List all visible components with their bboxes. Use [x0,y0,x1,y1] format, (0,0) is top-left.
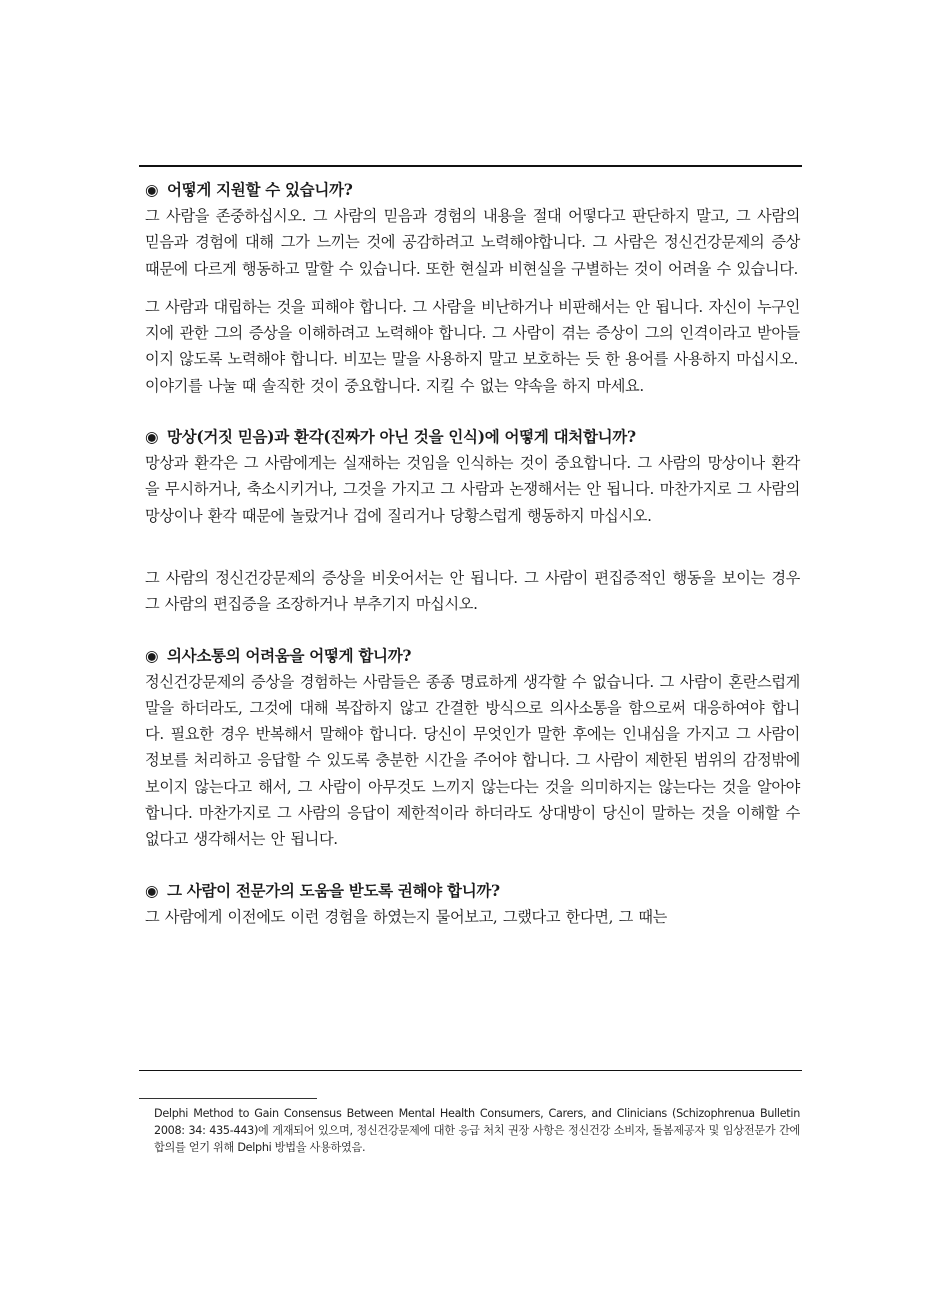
paragraph: 이야기를 나눌 때 솔직한 것이 중요합니다. 지킬 수 없는 약속을 하지 마세요. [145,376,644,395]
section-professional-help [145,877,800,930]
section-support [145,176,800,399]
paragraph: 정신건강문제의 증상을 경험하는 사람들은 종종 명료하게 생각할 수 없습니다. 그 사람이 혼란스럽게 말을 하더라도, 그것에 대해 복잡하지 않고 간결한 방식으로 의사소통을 함으로써 대응하여야 합니다. 필요한 경우 반복해서 말해야 합니다. 당신이 무엇인가 말한 후에는 인내심을 가지고 그 사람이 정보를 처리하고 응답할 수 있도록 충분한 시간을 주어야 합니다. 그 사람이 제한된 범위의 감정밖에 보이지 않는다고 해서, 그 사람이 아무것도 느끼지 않는다는 것을 의미하지는 않는다는 것을 알아야 합니다. 마찬가지로 그 사람의 응답이 제한적이라 하더라도 상대방이 당신이 말하는 것을 이해할 수 없다고 생각해서는 안 됩니다. [145,672,800,849]
section-heading [145,877,800,904]
heading-text: 의사소통의 어려움을 어떻게 합니까? [167,645,412,665]
section-communication [145,642,800,853]
bullet-icon: ◉ [145,181,159,199]
paragraph: 그 사람의 정신건강문제의 증상을 비웃어서는 안 됩니다. 그 사람이 편집증적인 행동을 보이는 경우 그 사람의 편집증을 조장하거나 부추기지 마십시오. [145,568,800,614]
section-delusions [145,423,800,617]
heading-text: 어떻게 지원할 수 있습니까? [167,180,353,199]
bullet-icon: ◉ [145,428,159,447]
section-heading [145,176,800,203]
footnote: Delphi Method to Gain Consensus Between Mental Health Consumers, Carers, and Clinicians (Schizophrenua Bulletin 2008: 34: 435-443)에 게재되어 있으며, 정신건강문제에 대한 응급 처치 권장 사항은 정신건강 소비자, 돌봄제공자 및 임상전문가 간에 합의를 얻기 위해 Delphi 방법을 사용하였음. [154,1107,800,1154]
section-heading [145,423,800,450]
document-body [145,176,800,930]
paragraph: 그 사람을 존중하십시오. 그 사람의 믿음과 경험의 내용을 절대 어떻다고 판단하지 말고, 그 사람의 믿음과 경험에 대해 그가 느끼는 것에 공감하려고 노력해야합니다. 그 사람은 정신건강문제의 증상 때문에 다르게 행동하고 말할 수 있습니다. 또한 현실과 비현실을 구별하는 것이 어려울 수 있습니다. [145,207,800,278]
paragraph: 그 사람과 대립하는 것을 피해야 합니다. 그 사람을 비난하거나 비판해서는 안 됩니다. 자신이 누구인지에 관한 그의 증상을 이해하려고 노력해야 합니다. 그 사람이 겪는 증상이 그의 인격이라고 받아들이지 않도록 노력해야 합니다. 비꼬는 말을 사용하지 말고 보호하는 듯 한 용어를 사용하지 마십시오. [145,297,800,369]
footnote-rule [139,1098,317,1099]
top-rule [139,165,802,167]
heading-text: 그 사람이 전문가의 도움을 받도록 권해야 합니까? [167,880,500,900]
paragraph: 그 사람에게 이전에도 이런 경험을 하였는지 물어보고, 그랬다고 한다면, 그 때는 [145,907,668,926]
bullet-icon: ◉ [145,881,159,900]
section-heading [145,642,800,669]
paragraph: 망상과 환각은 그 사람에게는 실재하는 것임을 인식하는 것이 중요합니다. 그 사람의 망상이나 환각을 무시하거나, 축소시키거나, 그것을 가지고 그 사람과 논쟁해서는 안 됩니다. 마찬가지로 그 사람의 망상이나 환각 때문에 놀랐거나 겁에 질리거나 당황스럽게 행동하지 마십시오. [145,454,800,525]
bullet-icon: ◉ [145,646,159,665]
heading-text: 망상(거짓 믿음)과 환각(진짜가 아닌 것을 인식)에 어떻게 대처합니까? [167,427,636,447]
bottom-rule [139,1070,802,1071]
